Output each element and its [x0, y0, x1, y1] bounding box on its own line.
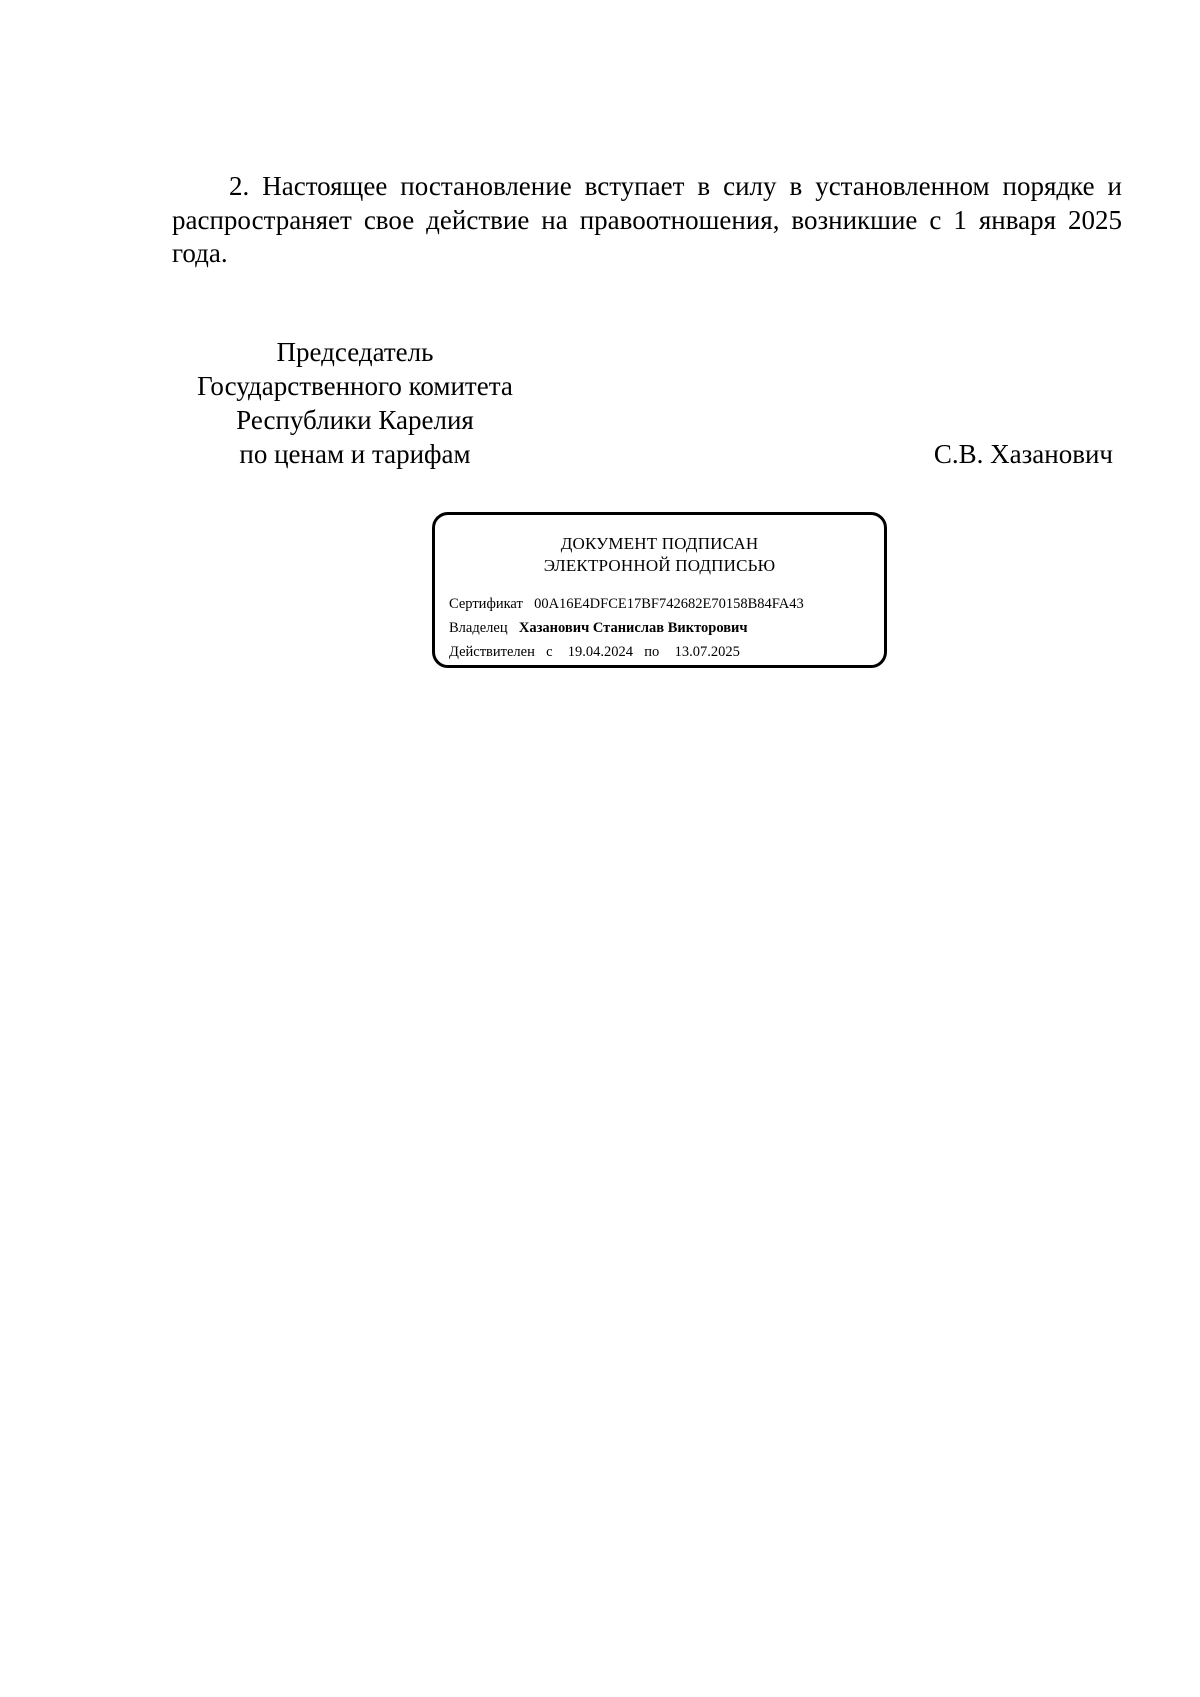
stamp-heading-line-1: ДОКУМЕНТ ПОДПИСАН — [560, 534, 759, 553]
valid-from-date: 19.04.2024 — [567, 644, 634, 660]
position-line-1: Председатель — [276, 337, 434, 367]
position-line-2: Государственного комитета — [197, 371, 513, 401]
position-line-4: по ценам и тарифам — [239, 439, 471, 469]
certificate-line — [449, 595, 804, 613]
valid-to-label: по — [644, 644, 660, 660]
certificate-label: Сертификат — [449, 596, 523, 612]
signatory-position — [170, 335, 540, 471]
electronic-signature-stamp — [432, 512, 887, 668]
validity-line — [449, 643, 740, 661]
valid-to-date: 13.07.2025 — [674, 644, 740, 660]
stamp-heading — [435, 533, 884, 577]
owner-value: Хазанович Станислав Викторович — [518, 620, 748, 636]
owner-line — [449, 619, 748, 637]
owner-label: Владелец — [449, 620, 508, 636]
effective-date-paragraph: 2. Настоящее постановление вступает в силу в установленном порядке и распространяет свое действие на правоотношения, возникшие с 1 января 2025 года. — [172, 171, 1122, 268]
valid-label: Действителен — [449, 644, 535, 660]
certificate-value: 00A16E4DFCE17BF742682E70158B84FA43 — [534, 596, 804, 612]
signer-name: С.В. Хазанович — [933, 439, 1113, 469]
position-line-3: Республики Карелия — [236, 405, 474, 435]
valid-from-label: с — [546, 644, 553, 660]
stamp-heading-line-2: ЭЛЕКТРОННОЙ ПОДПИСЬЮ — [543, 556, 776, 575]
